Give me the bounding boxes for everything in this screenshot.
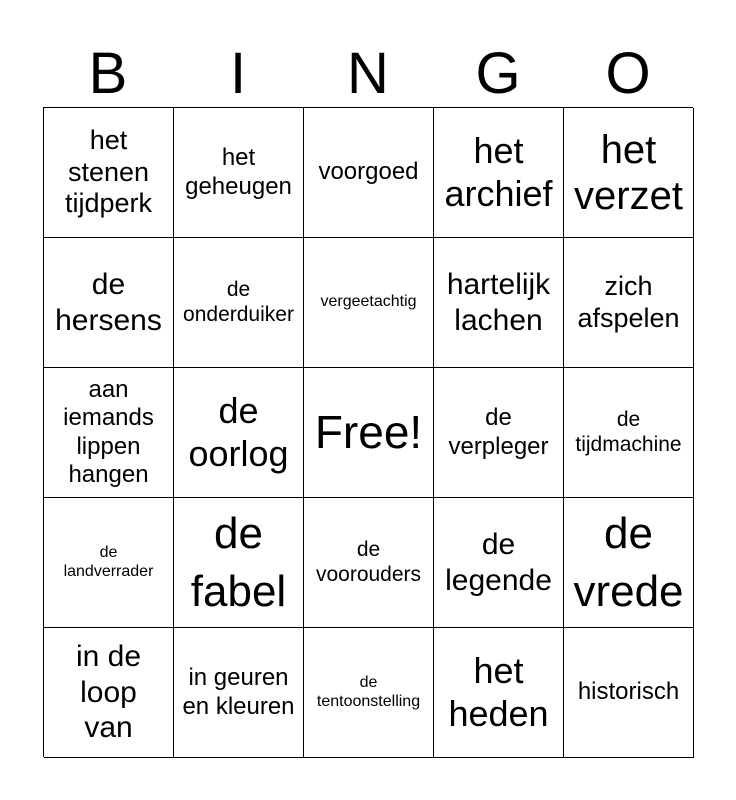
cell-text: aan iemands lippen hangen: [63, 375, 154, 488]
cell-text: de onderduiker: [183, 277, 294, 326]
bingo-cell[interactable]: [44, 628, 174, 758]
cell-text: historisch: [577, 678, 680, 706]
cell-text: de voorouders: [315, 537, 422, 586]
bingo-cell[interactable]: [564, 628, 694, 758]
cell-text: zich afspelen: [577, 270, 680, 333]
header-letter-i: I: [229, 41, 247, 106]
bingo-cell[interactable]: [434, 108, 564, 238]
free-space-cell[interactable]: [304, 368, 434, 498]
header-letter-b: B: [88, 41, 128, 106]
cell-text: het archief: [444, 130, 553, 214]
bingo-cell[interactable]: [564, 108, 694, 238]
bingo-cell[interactable]: [174, 108, 304, 238]
bingo-cell[interactable]: [44, 108, 174, 238]
cell-text: de tentoonstelling: [316, 673, 421, 710]
cell-text: het verzet: [574, 127, 683, 218]
bingo-cell[interactable]: [174, 368, 304, 498]
bingo-cell[interactable]: [304, 108, 434, 238]
header-letter-n: N: [347, 41, 389, 106]
bingo-cell[interactable]: [174, 498, 304, 628]
header-letter-g: G: [475, 41, 521, 106]
bingo-cell[interactable]: [434, 498, 564, 628]
bingo-cell[interactable]: [434, 368, 564, 498]
cell-text: de verpleger: [448, 404, 549, 460]
cell-text: de fabel: [190, 509, 287, 616]
cell-text: de oorlog: [188, 390, 289, 474]
bingo-cell[interactable]: [174, 238, 304, 368]
bingo-cell[interactable]: [564, 368, 694, 498]
free-space-text: Free!: [314, 406, 423, 459]
bingo-board: [43, 107, 693, 757]
cell-text: de hersens: [55, 268, 162, 337]
cell-text: het heden: [448, 650, 549, 734]
bingo-cell[interactable]: [174, 628, 304, 758]
cell-text: de tijdmachine: [575, 407, 682, 456]
bingo-cell[interactable]: [434, 238, 564, 368]
cell-text: in geuren en kleuren: [182, 664, 295, 720]
cell-text: het stenen tijdperk: [64, 124, 153, 219]
cell-text: hartelijk lachen: [446, 268, 551, 337]
bingo-cell[interactable]: [44, 368, 174, 498]
bingo-cell[interactable]: [304, 238, 434, 368]
bingo-cell[interactable]: [44, 238, 174, 368]
cell-text: de vrede: [573, 509, 684, 616]
bingo-cell[interactable]: [44, 498, 174, 628]
cell-text: de legende: [445, 528, 552, 597]
bingo-cell[interactable]: [304, 498, 434, 628]
bingo-cell[interactable]: [564, 498, 694, 628]
cell-text: voorgoed: [318, 158, 419, 186]
header-letter-o: O: [605, 41, 651, 106]
cell-text: het geheugen: [185, 144, 292, 200]
cell-text: de landverrader: [63, 543, 154, 580]
bingo-cell[interactable]: [304, 628, 434, 758]
cell-text: vergeetachtig: [320, 293, 417, 311]
bingo-header: [43, 40, 693, 108]
bingo-cell[interactable]: [564, 238, 694, 368]
bingo-cell[interactable]: [434, 628, 564, 758]
cell-text: in de loop van: [75, 640, 142, 745]
